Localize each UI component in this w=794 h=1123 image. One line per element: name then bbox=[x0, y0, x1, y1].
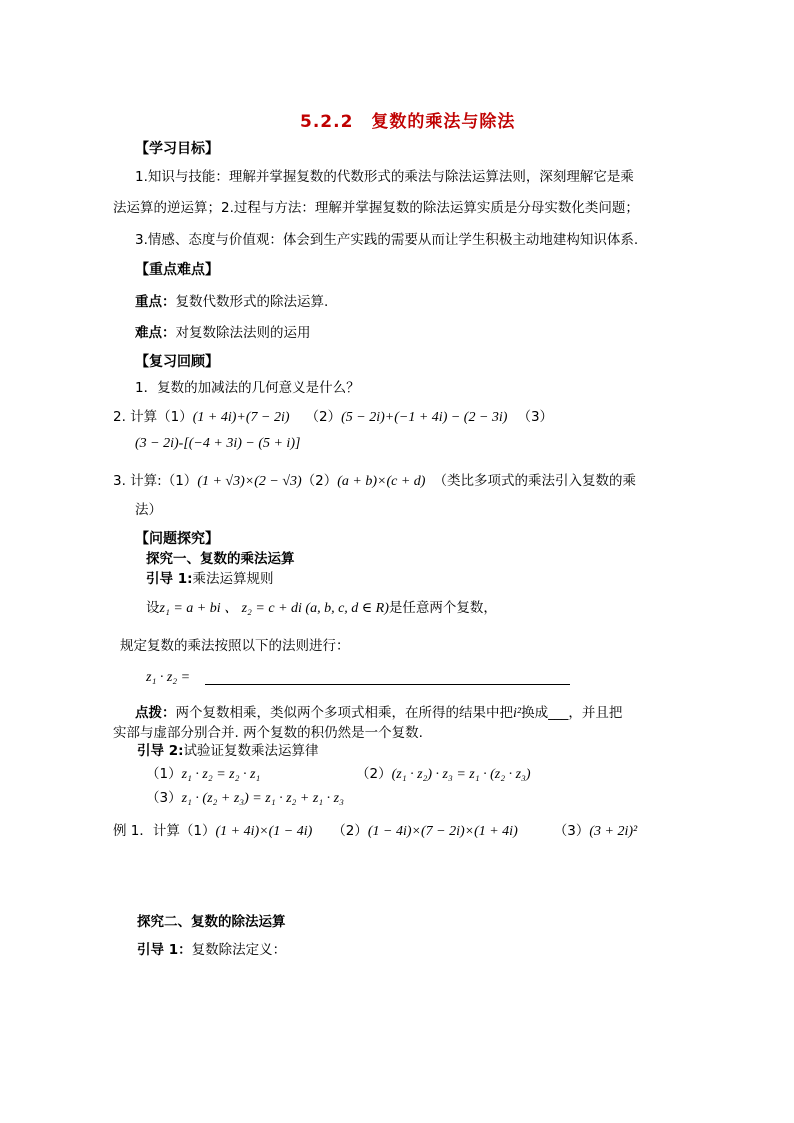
q2-expr-3: (3 − 2i)-[(−4 + 3i) − (5 + i)] bbox=[135, 436, 301, 451]
key-point bbox=[135, 290, 328, 310]
law-1-label: （1） bbox=[146, 766, 182, 782]
guide-3-text: 复数除法定义： bbox=[191, 942, 287, 958]
tip-line-1 bbox=[135, 701, 622, 722]
ex-expr-2: (1 − 4i)×(7 − 2i)×(1 + 4i) bbox=[367, 824, 518, 839]
review-q1: 1．复数的加减法的几何意义是什么？ bbox=[135, 380, 360, 396]
let-statement bbox=[146, 596, 497, 617]
q2-expr-1: (1 + 4i)+(7 − 2i) bbox=[192, 410, 290, 425]
key-label: 重点： bbox=[135, 294, 176, 310]
explore-heading: 【问题探究】 bbox=[135, 531, 219, 547]
guide-3-label: 引导 1： bbox=[137, 942, 192, 958]
q2-label-3: （3） bbox=[517, 409, 554, 425]
q3-note-cont: 法） bbox=[135, 502, 162, 518]
ex-label-2: （2） bbox=[332, 823, 368, 839]
let-expr: z₁ = a + bi 、 z₂ = c + di (a, b, c, d ∈ R) bbox=[159, 601, 389, 616]
q3-expr-1: (1 + √3)×(2 − √3) bbox=[197, 474, 302, 489]
guide-1-text: 乘法运算规则 bbox=[192, 571, 274, 587]
key-text: 复数代数形式的除法运算. bbox=[175, 294, 329, 310]
ex-label: 例 1．计算（1） bbox=[113, 823, 216, 839]
review-heading: 【复习回顾】 bbox=[135, 354, 219, 370]
q3-expr-2: (a + b)×(c + d) bbox=[337, 474, 426, 489]
explore-part-1: 探究一、复数的乘法运算 bbox=[146, 551, 295, 567]
let-suffix: 是任意两个复数， bbox=[388, 600, 497, 616]
law-1-expr: z₁ · z₂ = z₂ · z₁ bbox=[181, 767, 261, 782]
example-1 bbox=[113, 819, 637, 840]
explore-part-2: 探究二、复数的除法运算 bbox=[137, 914, 286, 930]
diff-label: 难点： bbox=[135, 325, 176, 341]
guide-1 bbox=[146, 567, 274, 587]
ex-label-3: （3） bbox=[553, 823, 590, 839]
tip-line-2: 实部与虚部分别合并. 两个复数的积仍然是一个复数. bbox=[113, 725, 423, 741]
law-1 bbox=[146, 762, 260, 783]
law-3 bbox=[146, 786, 344, 807]
product-expr: z₁ · z₂ = bbox=[146, 670, 191, 685]
keypoints-heading: 【重点难点】 bbox=[135, 262, 219, 278]
law-2-expr: (z₁ · z₂) · z₃ = z₁ · (z₂ · z₃) bbox=[391, 767, 531, 782]
law-3-label: （3） bbox=[146, 790, 182, 806]
goals-line-3: 3.情感、态度与价值观：体会到生产实践的需要从而让学生积极主动地建构知识体系. bbox=[135, 232, 639, 248]
rule-statement: 规定复数的乘法按照以下的法则进行： bbox=[120, 638, 350, 654]
q3-label: 3. 计算:（1） bbox=[113, 473, 198, 489]
ex-expr-3: (3 + 2i)² bbox=[589, 824, 638, 839]
law-2-label: （2） bbox=[356, 766, 392, 782]
guide-2 bbox=[137, 739, 319, 759]
goals-heading: 【学习目标】 bbox=[135, 141, 219, 157]
ex-expr-1: (1 + 4i)×(1 − 4i) bbox=[215, 824, 313, 839]
goals-line-2: 法运算的逆运算；2.过程与方法：理解并掌握复数的除法运算实质是分母实数化类问题； bbox=[113, 200, 639, 216]
q2-label: 2. 计算（1） bbox=[113, 409, 193, 425]
law-3-expr: z₁ · (z₂ + z₃) = z₁ · z₂ + z₁ · z₃ bbox=[181, 791, 344, 806]
tip-text-1a: 两个复数相乘，类似两个多项式相乘，在所得的结果中把 bbox=[175, 705, 513, 721]
q2-expr-2: (5 − 2i)+(−1 + 4i) − (2 − 3i) bbox=[341, 410, 508, 425]
tip-label: 点拨： bbox=[135, 705, 176, 721]
review-q3 bbox=[113, 469, 636, 490]
tip-i-squared: i² bbox=[513, 706, 522, 721]
diff-text: 对复数除法法则的运用 bbox=[175, 325, 311, 341]
review-q2 bbox=[113, 405, 553, 426]
difficult-point bbox=[135, 321, 311, 341]
guide-2-label: 引导 2: bbox=[137, 743, 184, 759]
q3-note: （类比多项式的乘法引入复数的乘 bbox=[433, 473, 636, 489]
law-2 bbox=[356, 762, 531, 783]
q2-label-2: （2） bbox=[305, 409, 342, 425]
let-prefix: 设 bbox=[146, 600, 160, 616]
product-answer-blank[interactable] bbox=[205, 684, 570, 685]
page-title: 5.2.2 复数的乘法与除法 bbox=[300, 112, 516, 132]
q3-label-2: （2） bbox=[301, 473, 338, 489]
guide-2-text: 试验证复数乘法运算律 bbox=[183, 743, 319, 759]
guide-1-label: 引导 1: bbox=[146, 571, 193, 587]
tip-text-1b: 换成___，并且把 bbox=[521, 705, 623, 721]
goals-line-1: 1.知识与技能：理解并掌握复数的代数形式的乘法与除法运算法则，深刻理解它是乘 bbox=[135, 169, 634, 185]
guide-3 bbox=[137, 938, 286, 958]
